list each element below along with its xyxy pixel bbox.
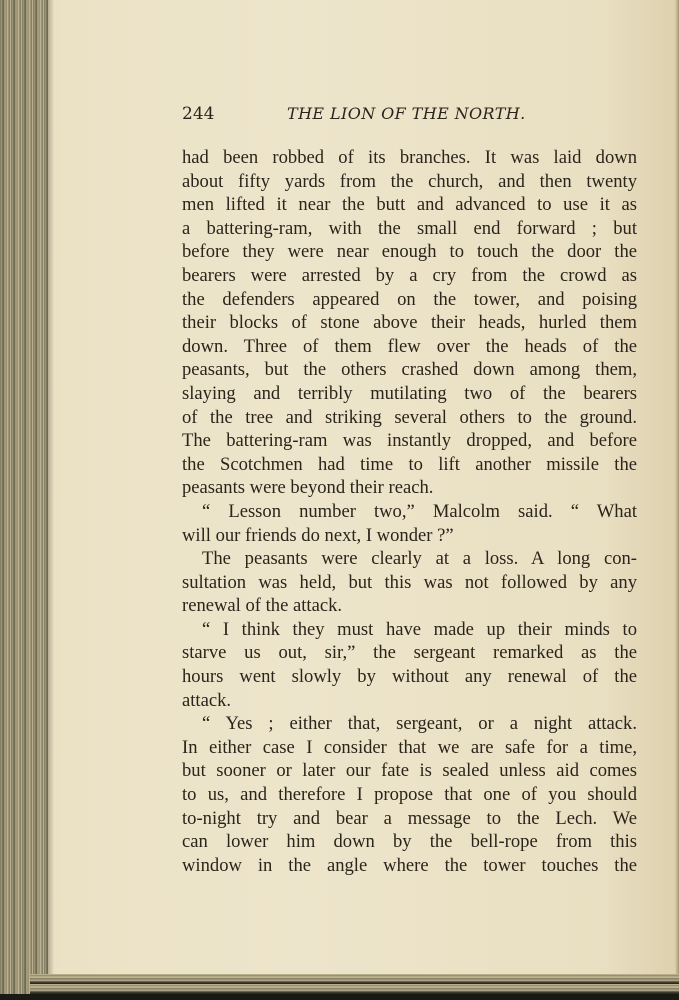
text-line: “ I think they must have made up their minds to: [202, 618, 637, 640]
text-line: about fifty yards from the church, and then twenty: [182, 170, 637, 192]
page-header: [182, 104, 637, 130]
text-line: peasants, but the others crashed down among them,: [182, 359, 637, 381]
text-line: hours went slowly by without any renewal of the: [182, 666, 637, 688]
text-line: renewal of the attack.: [182, 595, 343, 617]
text-line: starve us out, sir,” the sergeant remarked as the: [182, 642, 637, 664]
text-line: “ Yes ; either that, sergeant, or a night attack.: [202, 713, 637, 735]
text-line: the Scotchmen had time to lift another missile the: [182, 453, 637, 475]
text-line: of the tree and striking several others to the ground.: [182, 406, 637, 428]
text-line: window in the angle where the tower touches the: [182, 854, 637, 876]
text-line: but sooner or later our fate is sealed unless aid comes: [182, 760, 637, 782]
text-line: slaying and terribly mutilating two of the bearers: [182, 382, 637, 404]
text-line: “ Lesson number two,” Malcolm said. “ What: [202, 500, 637, 522]
text-line: their blocks of stone above their heads, hurled them: [182, 312, 637, 334]
text-line: sultation was held, but this was not followed by any: [182, 571, 637, 593]
text-line: to us, and therefore I propose that one of you should: [182, 784, 637, 806]
text-line: the defenders appeared on the tower, and poising: [182, 288, 637, 310]
book-binding-edge: [0, 0, 48, 1000]
running-title: THE LION OF THE NORTH.: [287, 104, 526, 123]
page-bottom-shadow: [0, 994, 679, 1000]
body-text: [182, 146, 637, 877]
text-line: will our friends do next, I wonder ?”: [182, 524, 454, 546]
text-line: had been robbed of its branches. It was laid down: [182, 147, 637, 168]
page-number: 244: [182, 104, 215, 124]
text-line: a battering-ram, with the small end forward ; but: [182, 217, 637, 239]
text-line: before they were near enough to touch the door the: [182, 241, 637, 263]
text-line: down. Three of them flew over the heads of the: [182, 335, 637, 357]
page-right-shadow: [675, 0, 679, 1000]
text-line: bearers were arrested by a cry from the crowd as: [182, 264, 637, 286]
text-line: The battering-ram was instantly dropped, and before: [182, 430, 637, 452]
text-line: to-night try and bear a message to the Lech. We: [182, 807, 637, 829]
text-line: peasants were beyond their reach.: [182, 477, 434, 499]
text-line: The peasants were clearly at a loss. A long con-: [202, 548, 637, 570]
text-line: In either case I consider that we are safe for a time,: [182, 736, 637, 758]
text-line: can lower him down by the bell-rope from this: [182, 831, 637, 853]
text-line: men lifted it near the butt and advanced to use it as: [182, 194, 637, 216]
text-line: attack.: [182, 689, 232, 711]
